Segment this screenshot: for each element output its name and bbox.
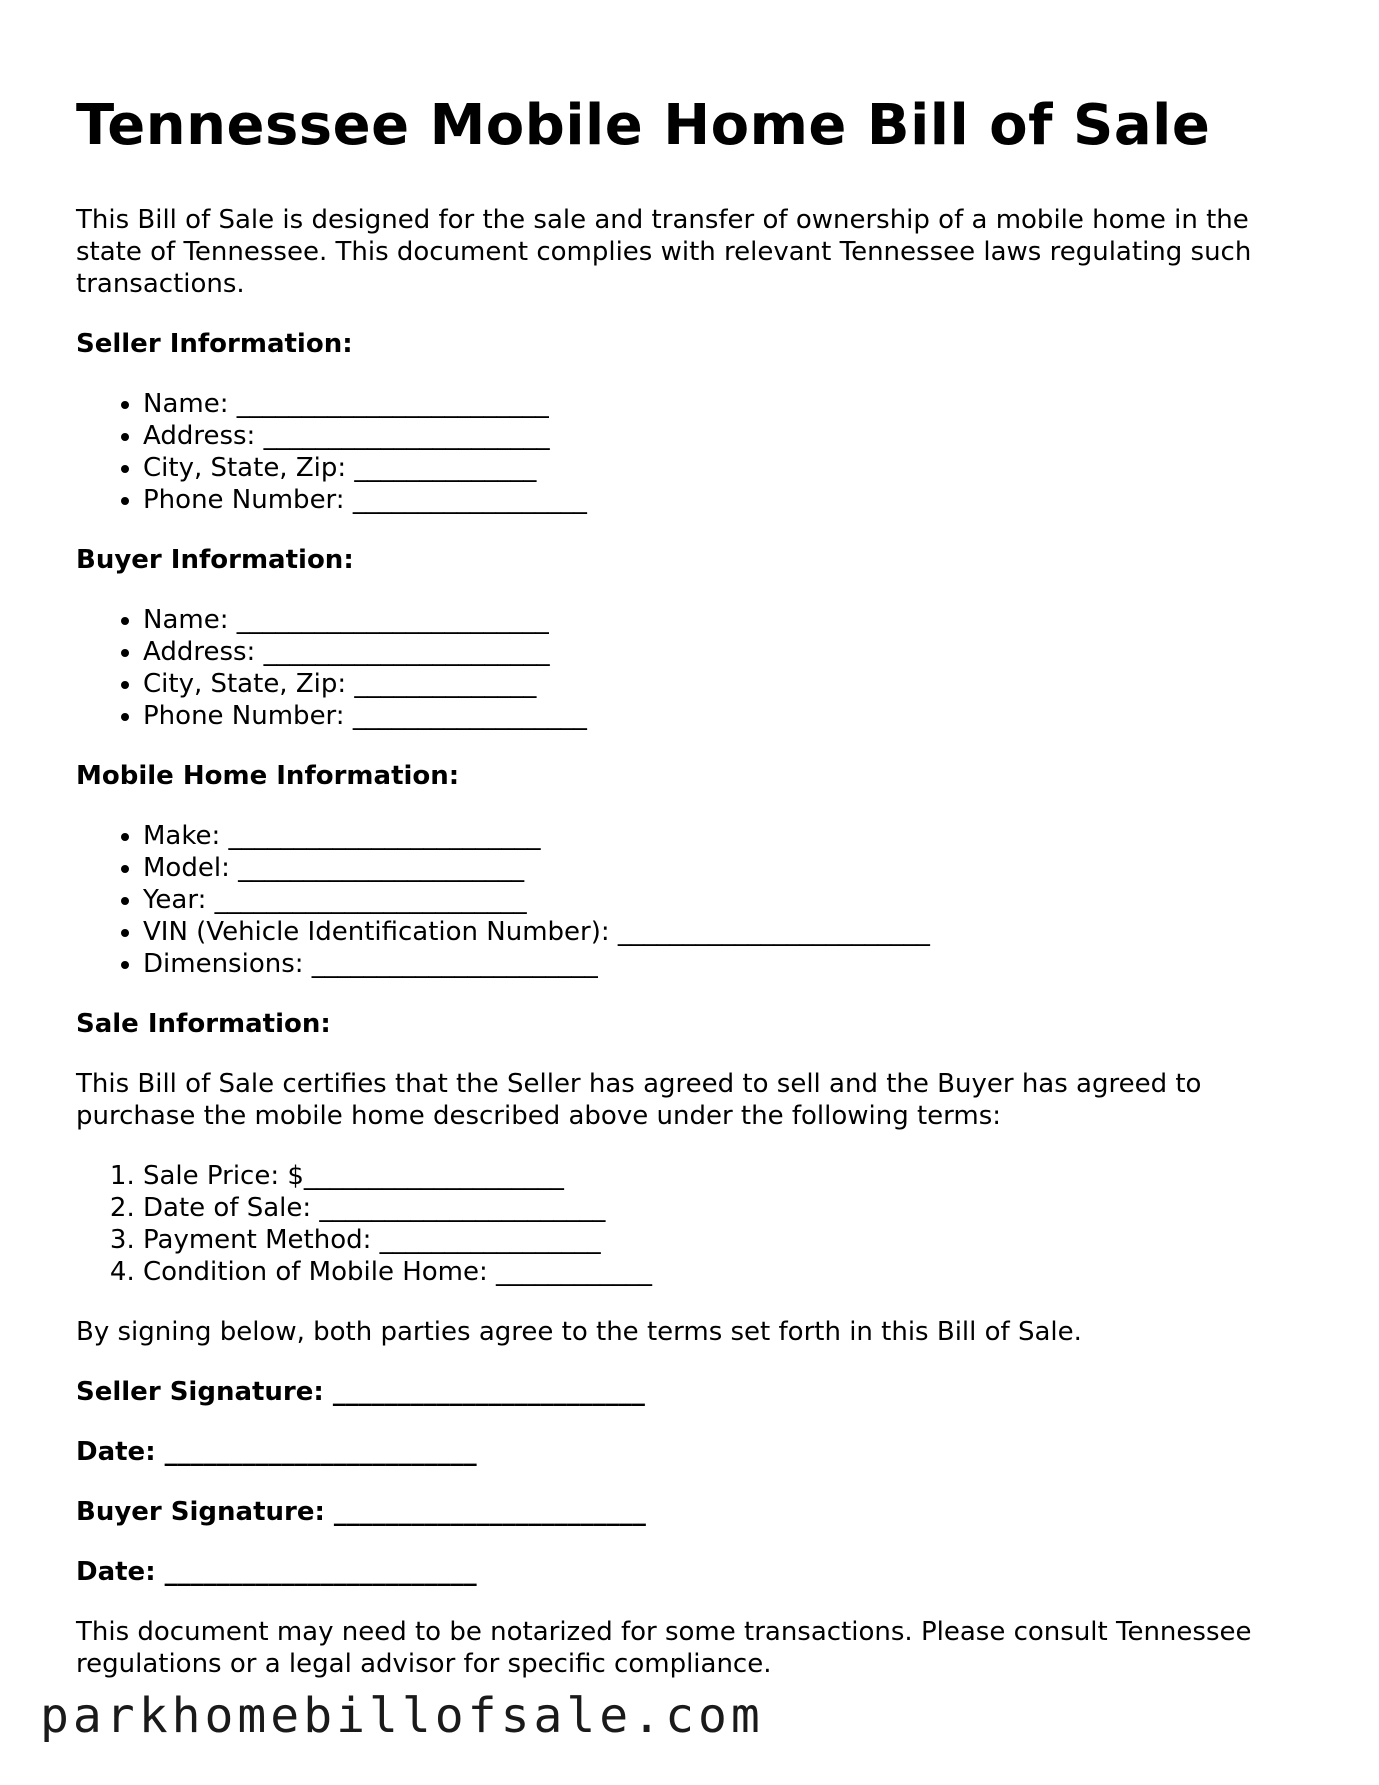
seller-city-state-zip-field[interactable]: • City, State, Zip: ______________ xyxy=(143,452,1316,484)
document-page xyxy=(76,92,1316,1680)
sale-terms-list xyxy=(76,1160,1316,1288)
seller-heading: Seller Information: xyxy=(76,329,353,359)
dimensions-field[interactable]: • Dimensions: ______________________ xyxy=(143,948,1316,980)
sale-description: This Bill of Sale certifies that the Seller has agreed to sell and the Buyer has agreed to purchase the mobile home described above under the following terms: xyxy=(76,1069,1202,1131)
website-watermark: parkhomebillofsale.com xyxy=(40,1688,764,1744)
year-field[interactable]: • Year: ________________________ xyxy=(143,884,1316,916)
intro-paragraph: This Bill of Sale is designed for the sale and transfer of ownership of a mobile home in the state of Tennessee. This document complies with relevant Tennessee laws regulating such transactions. xyxy=(76,205,1252,299)
notarization-notice: This document may need to be notarized for some transactions. Please consult Tennessee regulations or a legal advisor for specific compliance. xyxy=(76,1617,1252,1679)
buyer-address-field[interactable]: • Address: ______________________ xyxy=(143,636,1316,668)
buyer-signature-field[interactable]: Buyer Signature: ________________________ xyxy=(76,1497,646,1527)
sale-heading: Sale Information: xyxy=(76,1009,331,1039)
mobile-home-fields-list xyxy=(76,820,1316,980)
document-title: Tennessee Mobile Home Bill of Sale xyxy=(76,93,1211,158)
buyer-phone-field[interactable]: • Phone Number: __________________ xyxy=(143,700,1316,732)
seller-date-field[interactable]: Date: ________________________ xyxy=(76,1437,477,1467)
seller-phone-field[interactable]: • Phone Number: __________________ xyxy=(143,484,1316,516)
buyer-date-field[interactable]: Date: ________________________ xyxy=(76,1557,477,1587)
vin-field[interactable]: • VIN (Vehicle Identification Number): ________________________ xyxy=(143,916,1316,948)
seller-fields-list xyxy=(76,388,1316,516)
agreement-text: By signing below, both parties agree to the terms set forth in this Bill of Sale. xyxy=(76,1317,1082,1347)
seller-signature-field[interactable]: Seller Signature: ________________________ xyxy=(76,1377,645,1407)
condition-field[interactable]: 4. Condition of Mobile Home: ____________ xyxy=(143,1256,1316,1288)
make-field[interactable]: • Make: ________________________ xyxy=(143,820,1316,852)
buyer-name-field[interactable]: • Name: ________________________ xyxy=(143,604,1316,636)
payment-method-field[interactable]: 3. Payment Method: _________________ xyxy=(143,1224,1316,1256)
seller-address-field[interactable]: • Address: ______________________ xyxy=(143,420,1316,452)
date-of-sale-field[interactable]: 2. Date of Sale: ______________________ xyxy=(143,1192,1316,1224)
buyer-fields-list xyxy=(76,604,1316,732)
sale-price-field[interactable]: 1. Sale Price: $____________________ xyxy=(143,1160,1316,1192)
mobile-home-heading: Mobile Home Information: xyxy=(76,761,460,791)
buyer-heading: Buyer Information: xyxy=(76,545,354,575)
buyer-city-state-zip-field[interactable]: • City, State, Zip: ______________ xyxy=(143,668,1316,700)
model-field[interactable]: • Model: ______________________ xyxy=(143,852,1316,884)
seller-name-field[interactable]: • Name: ________________________ xyxy=(143,388,1316,420)
